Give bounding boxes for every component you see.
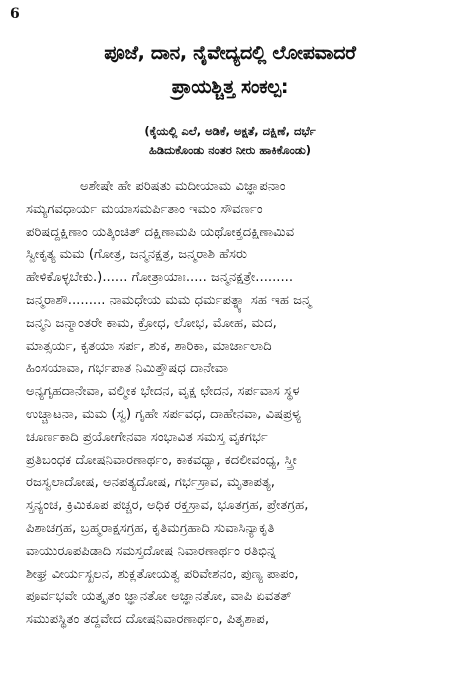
- body-line: ಸಮುಪಸ್ಥಿತಂ ತದ್ದವೇದ ದೋಷನಿವಾರಣಾರ್ಥಂ, ಪಿತೃಶಾಪ,: [26, 612, 270, 628]
- page-title-line-2: ಪ್ರಾಯಶ್ಚಿತ್ತ ಸಂಕಲ್ಪ:: [171, 76, 289, 98]
- body-line: ಹೇಳಿಕೊಳ್ಳಬೇಕು.)...... ಗೋತ್ರಾಯಾಃ..... ಜನ್ಮನಕ್ಷತ್ರೇ.........: [26, 270, 294, 286]
- body-line: ಸಮ್ಯಗವಧಾರ್ಯ ಮಯಾಸಮರ್ಪಿತಾಂ ಇಮಂ ಸೌವರ್ಣಂ: [26, 201, 263, 217]
- page-title: ಪೂಜೆ, ದಾನ, ನೈವೇದ್ಯದಲ್ಲಿ ಲೋಪವಾದರೆ: [104, 42, 356, 64]
- instruction-note-line-2: ಹಿಡಿದುಕೊಂಡು ನಂತರ ನೀರು ಹಾಕಿಕೊಂಡು): [148, 143, 312, 157]
- body-text: [26, 176, 444, 632]
- body-line: ಅನ್ಯಗೃಹದಾನೇವಾ, ವಲ್ಮೀಕ ಭೇದನ, ವೃಕ್ಷ ಛೇದನ, ಸರ್ಪವಾಸ ಸ್ಥಳ: [26, 384, 300, 400]
- body-line: ಪಿಶಾಚಗ್ರಹ, ಬ್ರಹ್ಮರಾಕ್ಷಸಗ್ರಹ, ಕೃತಿಮಗ್ರಹಾದಿ ಸುವಾಸಿನ್ಯಾಕೃತಿ: [26, 520, 275, 536]
- body-line: ಸ್ತನ್ಯಂಚ, ಕ್ರಿಮಿಕೂಪ ಪಚ್ಚರ, ಅಧಿಕ ರಕ್ತಸ್ರಾವ, ಭೂತಗ್ರಹ, ಪ್ರೇತಗ್ರಹ,: [26, 498, 309, 514]
- body-line: ಸ್ವೀಕೃತ್ಯ ಮಮ (ಗೋತ್ರ, ಜನ್ಮನಕ್ಷತ್ರ, ಜನ್ಮರಾಶಿ ಹೆಸರು: [26, 247, 248, 263]
- body-line: ಜನ್ಮನಿ ಜನ್ಮಾಂತರೇ ಕಾಮ, ಕ್ರೋಧ, ಲೋಭ, ಮೋಹ, ಮದ,: [26, 315, 277, 331]
- body-line: ವಾಯುರೂಪಪಿಡಾದಿ ಸಮಸ್ತದೋಷ ನಿವಾರಣಾರ್ಥಂ ರತಿಭಿನ್ನ: [26, 543, 277, 559]
- body-line: ರಜಸ್ವಲಾದೋಷ, ಅನಪತ್ಯದೋಷ, ಗರ್ಭಸ್ರಾವ, ಮೃತಾಪತ್ಯ,: [26, 475, 275, 491]
- body-line: ಪೂರ್ವಭವೇ ಯತ್ಕೃತಂ ಜ್ಞಾನತೋ ಅಜ್ಞಾನತೋ, ವಾಪಿ ಏವತತ್: [26, 589, 292, 605]
- page-number: 6: [10, 6, 20, 22]
- body-line: ಜನ್ಮರಾಶೌ......... ನಾಮಧೇಯ ಮಮ ಧರ್ಮಪತ್ನ್ಯಾ ಸಹ ಇಹ ಜನ್ಮ: [26, 292, 312, 308]
- body-line: ಮಾತ್ಸರ್ಯ, ಕೃತಯಾ ಸರ್ಪ, ಶುಕ, ಶಾರಿಕಾ, ಮಾರ್ಜಾಲಾದಿ: [26, 338, 272, 354]
- body-line: ಉಚ್ಚಾಟನಾ, ಮಮ (ಸ್ವ) ಗೃಹೇ ಸರ್ಪವಧ, ದಾಹೇನವಾ, ವಿಷಪ್ರಳ್ಯ: [26, 406, 302, 422]
- body-line: ಅಶೇಷೇ ಹೇ ಪರಿಷತು ಮದೀಯಾಮ ವಿಜ್ಞಾಪನಾಂ: [80, 179, 286, 194]
- body-line: ಪ್ರತಿಬಂಧಕ ದೋಷನಿವಾರಣಾರ್ಥಂ, ಕಾಕವಧ್ಯಾ, ಕದಲೀವಂಧ್ಯ, ಸ್ತ್ರೀ: [26, 452, 297, 468]
- body-line: ಶೀಘ್ರ ವೀರ್ಯಸ್ಖಲನ, ಶುಕ್ಲತೋಯತ್ವ ಪರಿವೇಶನಂ, ಪುಣ್ಯ ಪಾಪಂ,: [26, 566, 299, 582]
- body-line: ಪರಿಷದ್ದಕ್ಷಿಣಾಂ ಯತ್ಕಿಂಚಿತ್ ದಕ್ಷಿಣಾಮಪಿ ಯಥೋಕ್ತದಕ್ಷಿಣಾಮಿವ: [26, 224, 295, 240]
- body-line: ಚೂರ್ಣಕಾದಿ ಪ್ರಯೋಗೇನವಾ ಸಂಭಾವಿತ ಸಮಸ್ತ ವೃಕಗರ್ಭ: [26, 429, 268, 445]
- body-line: ಹಿಂಸಯಾವಾ, ಗರ್ಭಪಾತ ನಿಮಿತ್ತೌಷಧ ದಾನೇವಾ: [26, 361, 229, 377]
- instruction-note: (ಕೈಯಲ್ಲಿ ಎಲೆ, ಅಡಿಕೆ, ಅಕ್ಷತೆ, ದಕ್ಷಿಣೆ, ದರ್ಭೆ: [144, 124, 316, 138]
